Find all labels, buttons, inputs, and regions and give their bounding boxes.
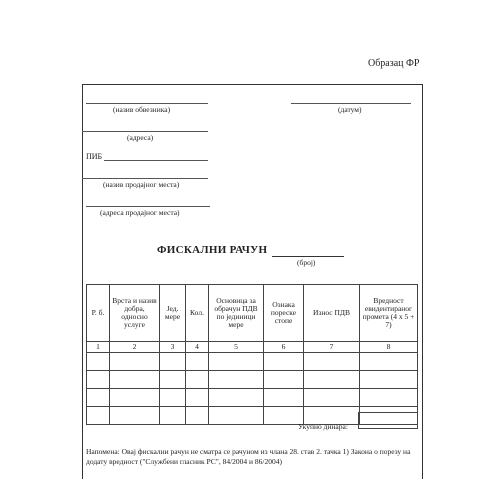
date-caption: (датум) [338,105,362,114]
shop-address-caption: (адреса продајног места) [100,208,180,217]
header-cell: Основица за обрачун ПДВ по јединици мере [209,285,264,342]
taxpayer-name-caption: (назив обвезника) [113,105,171,114]
shop-name-caption: (назив продајног места) [103,180,180,189]
header-cell: Ознака пореске стопе [264,285,304,342]
header-cell: Р. б. [87,285,110,342]
address-caption: (адреса) [127,133,154,142]
pib-line [104,160,208,161]
header-cell: Износ ПДВ [304,285,360,342]
table-row [87,353,418,371]
column-number: 8 [360,342,418,353]
total-box [358,412,418,429]
header-cell: Врста и назив добра, односно услуге [110,285,160,342]
total-label: Укупно динара: [298,422,348,431]
header-cell: Кол. [186,285,209,342]
invoice-title: ФИСКАЛНИ РАЧУН [157,244,268,256]
date-line [291,103,411,104]
column-number-row [87,342,418,353]
table-row [87,389,418,407]
column-number: 7 [304,342,360,353]
column-number: 3 [160,342,186,353]
header-cell: Вредност евидентираног промета (4 x 5 + 7) [360,285,418,342]
header-cell: Јед. мере [160,285,186,342]
column-number: 6 [264,342,304,353]
column-number: 1 [87,342,110,353]
table-row [87,371,418,389]
pib-label: ПИБ [86,152,103,161]
shop-name-line [82,178,208,179]
footnote: Напомена: Овај фискални рачун не сматра се рачуном из члана 28. став 2. тачка 1) Закона о порезу на додату вредност ("Службени гласник РС", 84/2004 и 86/2004) [86,447,411,466]
invoice-table [86,284,418,425]
taxpayer-name-line [86,103,208,104]
invoice-number-line [272,256,344,257]
invoice-number-caption: (број) [297,258,316,267]
form-code: Образац ФР [368,58,420,69]
address-line [82,131,208,132]
table-header-row [87,285,418,342]
column-number: 4 [186,342,209,353]
column-number: 2 [110,342,160,353]
column-number: 5 [209,342,264,353]
shop-address-line [86,206,210,207]
